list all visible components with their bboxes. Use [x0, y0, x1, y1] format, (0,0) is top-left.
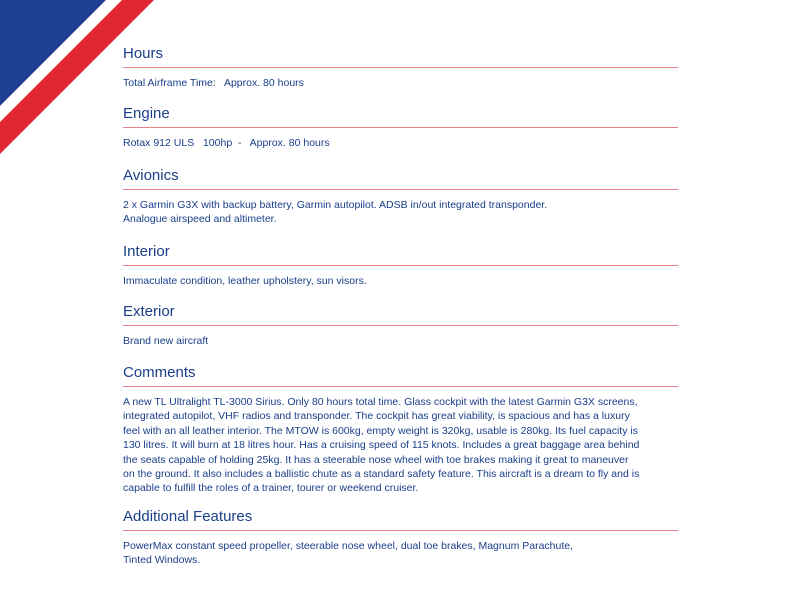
body-line: Immaculate condition, leather upholstery, sun visors.	[123, 275, 367, 287]
section-additional-features	[123, 507, 679, 567]
spec-sheet	[123, 44, 679, 567]
body-line: on the ground. It also includes a ballistic chute as a standard safety feature. This aircraft is a dream to fly and is	[123, 468, 640, 481]
body-line: Total Airframe Time: Approx. 80 hours	[123, 77, 304, 89]
section-title-engine: Engine	[123, 105, 170, 122]
section-comments	[123, 363, 679, 507]
section-title-additional-features: Additional Features	[123, 508, 253, 525]
section-avionics	[123, 166, 679, 242]
section-hours	[123, 44, 679, 104]
body-line: Rotax 912 ULS 100hp - Approx. 80 hours	[123, 137, 330, 149]
body-line: Brand new aircraft	[123, 335, 209, 347]
body-line: Tinted Windows.	[123, 554, 201, 567]
body-line: capable to fulfill the roles of a trainer, tourer or weekend cruiser.	[123, 482, 419, 495]
section-title-comments: Comments	[123, 364, 196, 381]
section-title-hours: Hours	[123, 45, 164, 62]
section-body-exterior	[123, 326, 679, 348]
body-line: the seats capable of holding 25kg. It has a steerable nose wheel with toe brakes making it great to maneuver	[123, 453, 629, 466]
body-line: feel with an all leather interior. The MTOW is 600kg, empty weight is 320kg, usable is 280kg. Its fuel capacity is	[123, 424, 638, 437]
section-body-additional-features	[123, 531, 679, 568]
section-body-comments	[123, 387, 679, 496]
section-body-hours	[123, 68, 679, 90]
section-title-exterior: Exterior	[123, 303, 175, 320]
section-interior	[123, 242, 679, 302]
body-line: integrated autopilot, VHF radios and transponder. The cockpit has great viability, is spacious and has a luxury	[123, 410, 630, 423]
body-line: A new TL Ultralight TL-3000 Sirius. Only 80 hours total time. Glass cockpit with the latest Garmin G3X screens,	[123, 396, 638, 408]
section-exterior	[123, 302, 679, 363]
section-engine	[123, 104, 679, 166]
section-body-engine	[123, 128, 679, 150]
section-title-avionics: Avionics	[123, 167, 179, 184]
section-title-interior: Interior	[123, 243, 170, 260]
body-line: 130 litres. It will burn at 18 litres hour. Has a cruising speed of 115 knots. Includes a great baggage area behind	[123, 439, 640, 452]
body-line: Analogue airspeed and altimeter.	[123, 213, 277, 226]
section-body-interior	[123, 266, 679, 288]
body-line: PowerMax constant speed propeller, steerable nose wheel, dual toe brakes, Magnum Parachute,	[123, 540, 574, 552]
section-body-avionics	[123, 190, 679, 227]
body-line: 2 x Garmin G3X with backup battery, Garmin autopilot. ADSB in/out integrated transponder.	[123, 199, 548, 211]
